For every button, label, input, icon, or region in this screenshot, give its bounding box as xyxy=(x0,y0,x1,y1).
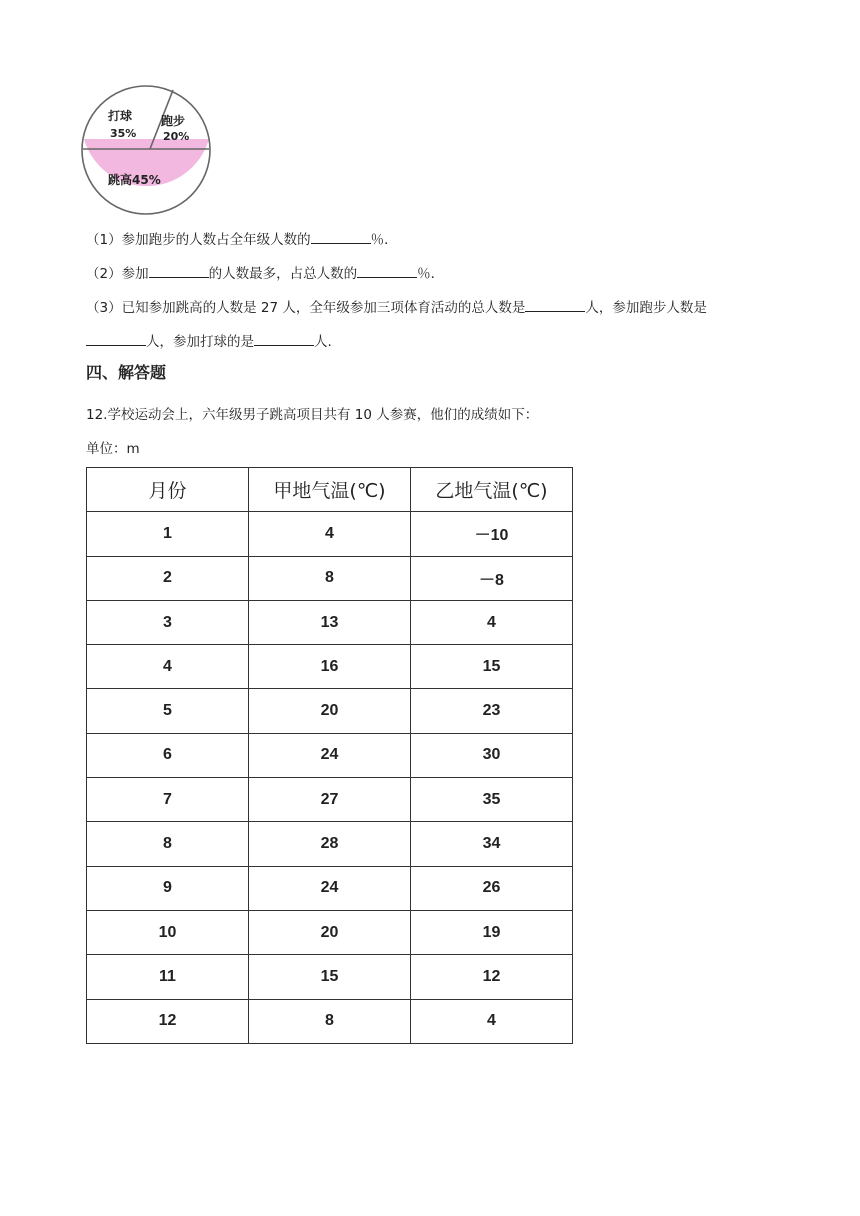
cell-place-a-temp: 24 xyxy=(249,733,411,777)
question-2 xyxy=(86,262,444,282)
table-row xyxy=(87,512,573,556)
cell-place-b-temp: 19 xyxy=(411,910,573,954)
table-row xyxy=(87,866,573,910)
section-title: 四、解答题 xyxy=(86,363,167,382)
cell-month: 10 xyxy=(87,910,249,954)
table-header-row xyxy=(87,468,573,512)
cell-place-a-temp: 16 xyxy=(249,645,411,689)
q1-blank xyxy=(311,229,371,244)
cell-month: 8 xyxy=(87,822,249,866)
cell-place-a-temp: 24 xyxy=(249,866,411,910)
temperature-table xyxy=(86,467,573,1044)
cell-place-b-temp: 35 xyxy=(411,778,573,822)
q3-blank-3 xyxy=(254,331,314,346)
cell-month: 6 xyxy=(87,733,249,777)
cell-place-b-temp: 34 xyxy=(411,822,573,866)
table-row xyxy=(87,778,573,822)
question-3 xyxy=(86,296,707,316)
pie-label-ball: 打球 xyxy=(108,109,133,123)
pie-label-run: 跑步 xyxy=(161,114,186,128)
cell-month: 5 xyxy=(87,689,249,733)
q3-blank-1 xyxy=(525,297,585,312)
q1-suffix: ％． xyxy=(370,232,398,248)
q3-blank-2 xyxy=(86,331,146,346)
cell-place-b-temp: 12 xyxy=(411,955,573,999)
q3b-suffix: 人. xyxy=(314,334,332,350)
cell-month: 2 xyxy=(87,556,249,600)
table-row xyxy=(87,556,573,600)
table-row xyxy=(87,600,573,644)
cell-month: 7 xyxy=(87,778,249,822)
cell-place-a-temp: 8 xyxy=(249,556,411,600)
cell-place-b-temp: 4 xyxy=(411,999,573,1043)
cell-place-a-temp: 13 xyxy=(249,600,411,644)
q2-blank-2 xyxy=(357,263,417,278)
table-row xyxy=(87,999,573,1043)
cell-place-a-temp: 28 xyxy=(249,822,411,866)
cell-place-a-temp: 8 xyxy=(249,999,411,1043)
cell-place-a-temp: 15 xyxy=(249,955,411,999)
table-row xyxy=(87,645,573,689)
question-3-continued xyxy=(86,330,332,350)
q2-blank-1 xyxy=(149,263,209,278)
cell-month: 12 xyxy=(87,999,249,1043)
cell-month: 1 xyxy=(87,512,249,556)
q3-prefix: （3）已知参加跳高的人数是 27 人，全年级参加三项体育活动的总人数是 xyxy=(86,300,526,316)
unit-text: 单位：m xyxy=(86,441,140,457)
cell-month: 9 xyxy=(87,866,249,910)
q2-prefix: （2）参加 xyxy=(86,266,149,282)
q3b-middle: 人，参加打球的是 xyxy=(146,334,254,350)
header-place-a-temp: 甲地气温(℃) xyxy=(249,468,411,512)
cell-place-b-temp: 26 xyxy=(411,866,573,910)
cell-place-a-temp: 4 xyxy=(249,512,411,556)
cell-month: 11 xyxy=(87,955,249,999)
table-row xyxy=(87,955,573,999)
pie-chart-svg xyxy=(78,82,214,218)
pie-label-high-jump: 跳高45% xyxy=(108,173,161,187)
q2-suffix: ％． xyxy=(417,266,445,282)
pie-pct-ball: 35% xyxy=(110,127,137,140)
cell-month: 4 xyxy=(87,645,249,689)
cell-place-b-temp: －8 xyxy=(411,556,573,600)
question-1 xyxy=(86,228,398,248)
cell-place-a-temp: 20 xyxy=(249,910,411,954)
q1-prefix: （1）参加跑步的人数占全年级人数的 xyxy=(86,232,311,248)
table-row xyxy=(87,689,573,733)
cell-month: 3 xyxy=(87,600,249,644)
problem-text: 12.学校运动会上，六年级男子跳高项目共有 10 人参赛，他们的成绩如下： xyxy=(86,407,539,423)
header-month: 月份 xyxy=(87,468,249,512)
cell-place-b-temp: 15 xyxy=(411,645,573,689)
pie-pct-run: 20% xyxy=(163,130,190,143)
cell-place-b-temp: －10 xyxy=(411,512,573,556)
header-place-b-temp: 乙地气温(℃) xyxy=(411,468,573,512)
cell-place-b-temp: 30 xyxy=(411,733,573,777)
table-row xyxy=(87,910,573,954)
table-row xyxy=(87,822,573,866)
cell-place-b-temp: 23 xyxy=(411,689,573,733)
pie-chart xyxy=(78,82,214,218)
table-row xyxy=(87,733,573,777)
cell-place-b-temp: 4 xyxy=(411,600,573,644)
q3-middle: 人，参加跑步人数是 xyxy=(585,300,707,316)
q2-middle: 的人数最多，占总人数的 xyxy=(208,266,358,282)
cell-place-a-temp: 20 xyxy=(249,689,411,733)
cell-place-a-temp: 27 xyxy=(249,778,411,822)
